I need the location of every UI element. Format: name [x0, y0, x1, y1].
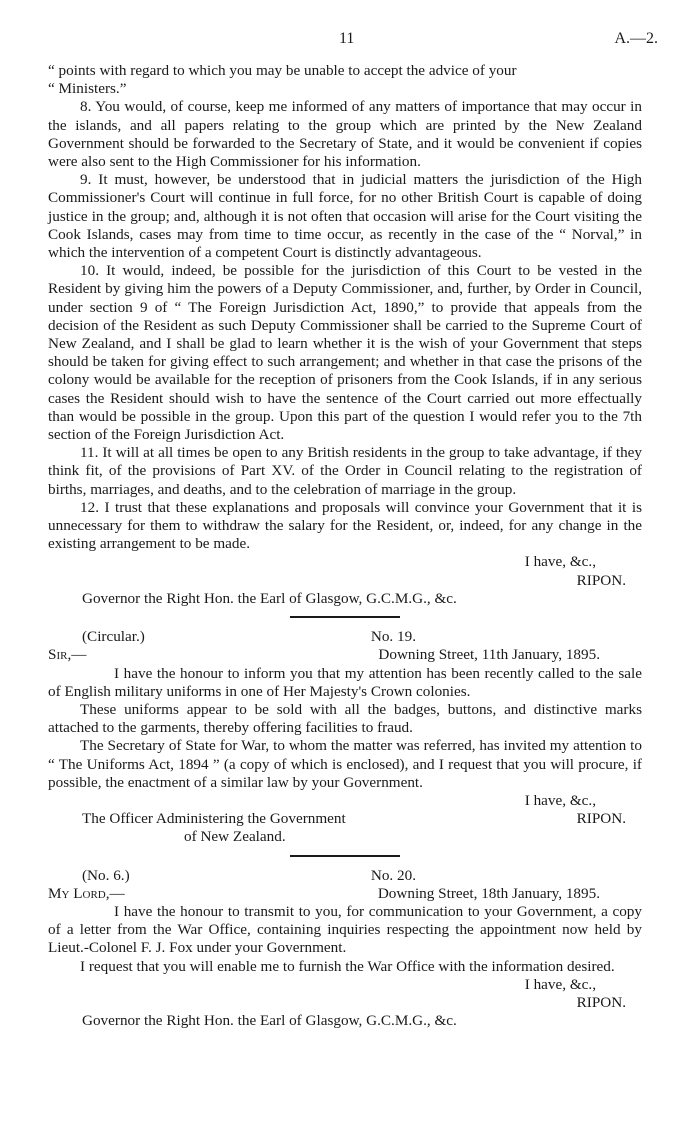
- paragraph-11: 11. It will at all times be open to any British residents in the group to take advantage, if they think fit, of the provisions of Part XV. of the Order in Council relating to the registration of births, marriages, and deaths, and to the celebration of marriage in the group.: [48, 444, 642, 498]
- paragraph-1: I have the honour to transmit to you, for communication to your Government, a copy of a letter from the War Office, containing inquiries respecting the appointment now held by Lieut.-Colonel F. J. Fox under your Government.: [48, 902, 642, 957]
- paragraph-9: 9. It must, however, be understood that in judicial matters the jurisdiction of the High Commissioner's Court will continue in full force, for no other British Court is capable of doing justice in the group; and, although it is not often that occasion will arise for the Court visiting the Cook Islands, cases may from time to time occur, as recently in the case of the “ Norval,” in which the intervention of a competent Court is distinctly advantageous.: [48, 171, 642, 262]
- letter-label: (Circular.): [82, 628, 145, 646]
- closing-line: I have, &c.,: [524, 975, 596, 993]
- letter-heading: [48, 628, 642, 646]
- paragraph-continued-2: “ Ministers.”: [48, 80, 127, 98]
- salutation-row: [48, 646, 642, 664]
- paragraph-2: These uniforms appear to be sold with all the badges, buttons, and distinctive marks attached to the garments, thereby offering facilities to fraud.: [48, 700, 642, 737]
- salutation: Sir,—: [48, 646, 87, 664]
- date-line: Downing Street, 11th January, 1895.: [378, 646, 600, 664]
- paragraph-3: The Secretary of State for War, to whom the matter was referred, has invited my attention to “ The Uniforms Act, 1894 ” (a copy of which is enclosed), and I request that you will procure, if possible, the enactment of a similar law by your Government.: [48, 737, 642, 791]
- section-divider: [290, 616, 400, 618]
- paragraph-continued-1: “ points with regard to which you may be unable to accept the advice of your: [48, 62, 517, 79]
- addressee: The Officer Administering the Government: [82, 810, 346, 828]
- closing-line: I have, &c.,: [524, 791, 596, 809]
- document-body: [48, 62, 642, 1030]
- letter-no-19: [48, 628, 642, 846]
- salutation: My Lord,—: [48, 884, 125, 902]
- letter-no-20: [48, 867, 642, 1031]
- paragraph-2: I request that you will enable me to furnish the War Office with the information desired.: [80, 957, 615, 975]
- page-number: 11: [339, 30, 355, 47]
- letter-continued: [48, 62, 642, 608]
- paragraph-12: 12. I trust that these explanations and proposals will convince your Government that it is unnecessary for them to withdraw the salary for the Resident, or, indeed, for any change in the existing arrangement to be made.: [48, 498, 642, 553]
- signature: RIPON.: [576, 810, 626, 828]
- signature: RIPON.: [576, 993, 626, 1011]
- letter-heading: [48, 867, 642, 885]
- salutation-row: [48, 885, 642, 903]
- date-line: Downing Street, 18th January, 1895.: [377, 884, 600, 902]
- addressee: Governor the Right Hon. the Earl of Glasgow, G.C.M.G., &c.: [82, 1012, 457, 1030]
- paragraph-1: I have the honour to inform you that my attention has been recently called to the sale of English military uniforms in one of Her Majesty's Crown colonies.: [48, 664, 642, 700]
- addressee: Governor the Right Hon. the Earl of Glasgow, G.C.M.G., &c.: [82, 589, 457, 607]
- addressee-continued: of New Zealand.: [184, 828, 286, 846]
- paragraph-10: 10. It would, indeed, be possible for the jurisdiction of this Court to be vested in the Resident by giving him the powers of a Deputy Commissioner, and, further, by Order in Council, under section 9 of “ The Foreign Jurisdiction Act, 1890,” to provide that appeals from the decision of the Resident as such Deputy Commissioner shall be carried to the Supreme Court of New Zealand, and I shall be glad to learn whether it is the wish of your Government that steps should be taken for giving effect to such arrangement; and whether in that case the prisons of the colony would be available for the reception of prisoners from the Cook Islands, if in any serious cases the Resident should wish to have the sentence of the Court carried out more effectually than would be possible in the group. Upon this part of the question I would refer you to the 7th section of the Foreign Jurisdiction Act.: [48, 262, 642, 444]
- letter-number: No. 19.: [370, 628, 416, 646]
- paragraph-8: 8. You would, of course, keep me informed of any matters of importance that may occur in the islands, and all papers relating to the group which are printed by the New Zealand Government should be forwarded to the Secretary of State, and it would be convenient if copies were also sent to the High Commissioner for his information.: [48, 98, 642, 171]
- section-divider: [290, 855, 400, 857]
- signature: RIPON.: [576, 571, 626, 589]
- document-reference: A.—2.: [614, 30, 658, 47]
- addressee-row: [48, 810, 642, 828]
- letter-number: No. 20.: [370, 866, 416, 884]
- letter-label: (No. 6.): [82, 866, 130, 884]
- closing-line: I have, &c.,: [524, 553, 596, 571]
